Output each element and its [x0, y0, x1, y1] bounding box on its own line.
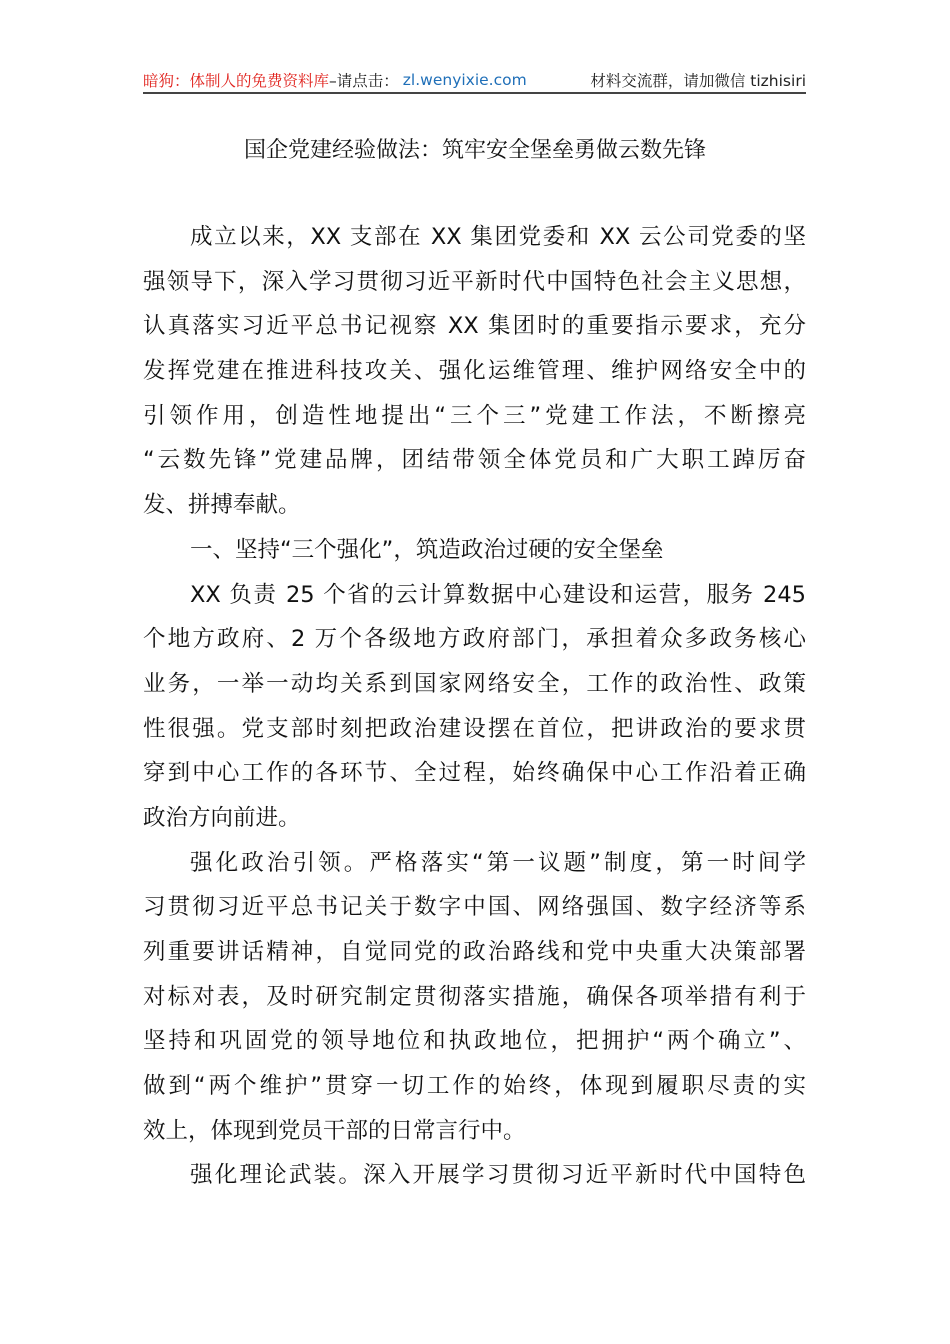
website-link[interactable]: zl.wenyixie.com — [402, 71, 527, 89]
text-line: 列重要讲话精神，自觉同党的政治路线和党中央重大决策部署 — [143, 939, 806, 965]
header-divider — [143, 92, 806, 94]
text-line: 发、拼搏奉献。 — [143, 492, 301, 519]
text-line: 穿到中心工作的各环节、全过程，始终确保中心工作沿着正确 — [143, 760, 806, 787]
document-body — [143, 221, 806, 1204]
text-line: 业务，一举一动均关系到国家网络安全，工作的政治性、政策 — [143, 670, 806, 697]
document-title: 国企党建经验做法：筑牢安全堡垒勇做云数先锋 — [243, 138, 706, 163]
text-line: 引领作用，创造性地提出“三个三”党建工作法，不断擦亮 — [143, 402, 806, 429]
text-line: 性很强。党支部时刻把政治建设摆在首位，把讲政治的要求贯 — [143, 715, 806, 742]
text-line: 发挥党建在推进科技攻关、强化运维管理、维护网络安全中的 — [143, 358, 806, 385]
text-line: 习贯彻习近平总书记关于数字中国、网络强国、数字经济等系 — [143, 894, 806, 921]
promo-text: 暗狗：体制人的免费资料库 — [143, 72, 330, 90]
contact-text: 材料交流群，请加微信 tizhisiri — [590, 72, 806, 90]
text-line: 坚持和巩固党的领导地位和执政地位，把拥护“两个确立”、 — [143, 1028, 806, 1055]
text-line: 效上，体现到党员干部的日常言行中。 — [143, 1117, 526, 1144]
text-line: 强领导下，深入学习贯彻习近平新时代中国特色社会主义思想， — [143, 268, 806, 295]
text-line: 成立以来，XX 支部在 XX 集团党委和 XX 云公司党委的坚 — [190, 224, 806, 250]
text-line: 政治方向前进。 — [143, 804, 301, 831]
text-line: 个地方政府、2 万个各级地方政府部门，承担着众多政务核心 — [143, 626, 806, 653]
text-line: XX 负责 25 个省的云计算数据中心建设和运营，服务 245 — [190, 581, 806, 608]
text-line: “云数先锋”党建品牌，团结带领全体党员和广大职工踔厉奋 — [143, 447, 806, 474]
text-line: 强化理论武装。深入开展学习贯彻习近平新时代中国特色 — [190, 1162, 806, 1189]
text-line: 强化政治引领。严格落实“第一议题”制度，第一时间学 — [190, 849, 806, 876]
text-line: 做到“两个维护”贯穿一切工作的始终，体现到履职尽责的实 — [143, 1073, 806, 1100]
text-line: 认真落实习近平总书记视察 XX 集团时的重要指示要求，充分 — [143, 313, 806, 340]
text-line: 一、坚持“三个强化”，筑造政治过硬的安全堡垒 — [190, 536, 664, 563]
text-line: 对标对表，及时研究制定贯彻落实措施，确保各项举措有利于 — [143, 983, 806, 1010]
click-label: –请点击： — [329, 72, 399, 90]
watermark-header — [143, 68, 806, 92]
